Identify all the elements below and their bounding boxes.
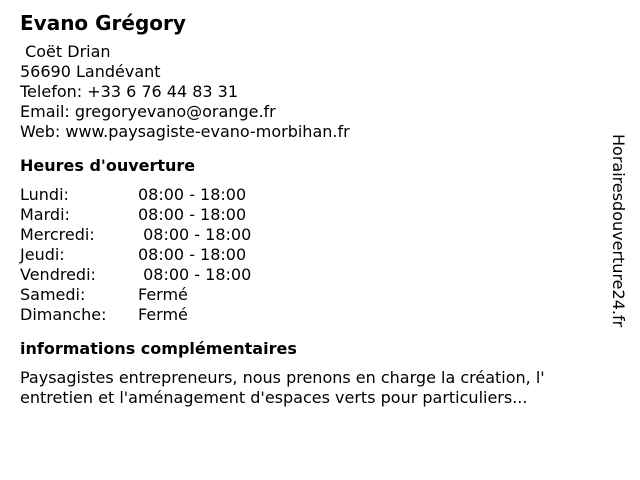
additional-info-text: Paysagistes entrepreneurs, nous prenons en charge la création, l' entretien et l'aménagement d'espaces verts pour particuliers... xyxy=(20,368,545,407)
website-line: Web: www.paysagiste-evano-morbihan.fr xyxy=(20,122,350,141)
hours-day: Mercredi: xyxy=(20,225,95,244)
business-card xyxy=(20,10,600,408)
watermark-container xyxy=(598,134,638,374)
email-line: Email: gregoryevano@orange.fr xyxy=(20,102,276,121)
phone-line: Telefon: +33 6 76 44 83 31 xyxy=(20,82,239,101)
hours-row xyxy=(20,305,251,325)
hours-row xyxy=(20,205,251,225)
hours-time: Fermé xyxy=(138,285,188,304)
hours-time: 08:00 - 18:00 xyxy=(138,185,247,204)
hours-day: Samedi: xyxy=(20,285,86,304)
address-city: 56690 Landévant xyxy=(20,62,161,81)
additional-info-title: informations complémentaires xyxy=(20,339,297,358)
hours-row xyxy=(20,185,251,205)
hours-time: 08:00 - 18:00 xyxy=(138,245,247,264)
opening-hours-table xyxy=(20,185,251,325)
hours-day: Lundi: xyxy=(20,185,69,204)
hours-row xyxy=(20,285,251,305)
hours-time: 08:00 - 18:00 xyxy=(138,205,247,224)
business-name: Evano Grégory xyxy=(20,11,186,35)
opening-hours-title: Heures d'ouverture xyxy=(20,156,196,175)
hours-row xyxy=(20,225,251,245)
hours-time: 08:00 - 18:00 xyxy=(138,265,252,284)
watermark-text: Horairesdouverture24.fr xyxy=(609,134,628,328)
address-street: Coët Drian xyxy=(20,42,111,61)
hours-day: Jeudi: xyxy=(20,245,65,264)
hours-row xyxy=(20,245,251,265)
hours-day: Mardi: xyxy=(20,205,70,224)
hours-row xyxy=(20,265,251,285)
hours-day: Dimanche: xyxy=(20,305,107,324)
hours-time: 08:00 - 18:00 xyxy=(138,225,252,244)
hours-day: Vendredi: xyxy=(20,265,96,284)
hours-time: Fermé xyxy=(138,305,188,324)
